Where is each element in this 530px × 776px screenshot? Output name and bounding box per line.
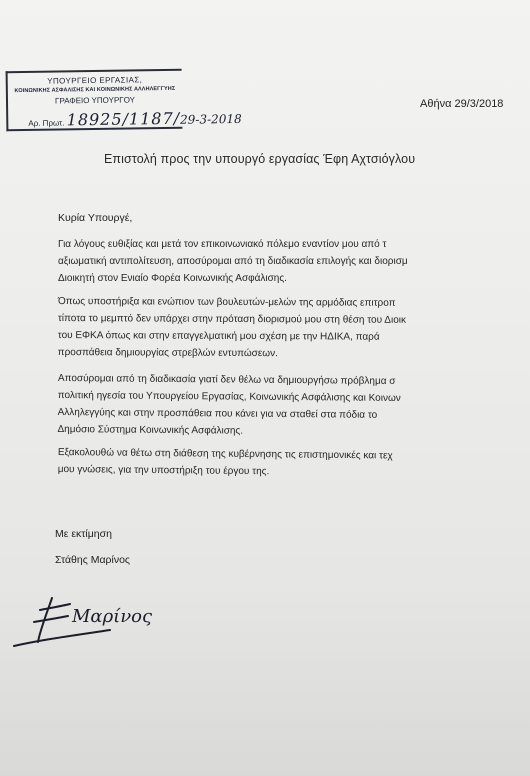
protocol-number: 18925/1187/ <box>66 108 181 130</box>
stamp-office-line: ΓΡΑΦΕΙΟ ΥΠΟΥΡΓΟΥ <box>54 95 136 106</box>
paragraph-line: Αποσύρομαι από τη διαδικασία γιατί δεν θέλω να δημιουργήσω πρόβλημα σ <box>57 372 396 387</box>
paragraph-2 <box>58 293 530 364</box>
paragraph-line: μου γνώσεις, για την υποστήριξη του έργου της. <box>57 463 270 478</box>
paragraph-4 <box>58 444 530 484</box>
stamp-department-line: ΚΟΙΝΩΝΙΚΗΣ ΑΣΦΑΛΙΣΗΣ ΚΑΙ ΚΟΙΝΩΝΙΚΗΣ ΑΛΛΗΛΕΓΓΥΗΣ <box>14 85 176 95</box>
paragraph-line: Όπως υποστήριξα και ενώπιον των βουλευτών-μελών της αρμόδιας επιτροπ <box>57 295 396 309</box>
paragraph-3 <box>57 370 530 443</box>
paragraph-line: Αλληλεγγύης και στην προσπάθεια που κάνει για να σταθεί στα πόδια το <box>57 406 378 421</box>
ministry-stamp <box>6 69 242 131</box>
paragraph-line: αξιωματική αντιπολίτευση, αποσύρομαι από τη διαδικασία επιλογής και διορισμ <box>58 256 408 267</box>
salutation: Κυρία Υπουργέ, <box>58 212 133 224</box>
letter-subject: Επιστολή προς την υπουργό εργασίας Έφη Αχτσιόγλου <box>104 152 416 166</box>
paragraph-line: προσπάθεια δημιουργίας στρεβλών εντυπώσεων. <box>57 346 278 360</box>
paragraph-line: Δημόσιο Σύστημα Κοινωνικής Ασφάλισης. <box>57 423 244 437</box>
paragraph-line: του ΕΦΚΑ όπως και στην επαγγελματική μου σχέση με την ΗΔΙΚΑ, παρά <box>57 329 380 343</box>
closing-phrase: Με εκτίμηση <box>55 528 112 540</box>
paragraph-line: Διοικητή στον Ενιαίο Φορέα Κοινωνικής Ασφάλισης. <box>58 273 287 284</box>
paragraph-line: πολιτική ηγεσία του Υπουργείου Εργασίας, Κοινωνικής Ασφάλισης και Κοινων <box>57 389 401 404</box>
paragraph-line: Για λόγους ευθιξίας και μετά τον επικοινωνιακό πόλεμο εναντίον μου από τ <box>58 239 387 250</box>
signer-name: Στάθης Μαρίνος <box>55 554 130 566</box>
signature-text: Μαρίνος <box>72 606 153 627</box>
handwritten-signature <box>10 590 190 650</box>
stamp-ministry-line: ΥΠΟΥΡΓΕΙΟ ΕΡΓΑΣΙΑΣ, <box>47 75 143 86</box>
paragraph-line: τίποτα το μεμπτό δεν υπάρχει στην πρόταση διορισμού μου στη θέση του Διοικ <box>57 312 407 326</box>
paragraph-line: Εξακολουθώ να θέτω στη διάθεση της κυβέρνησης τις επιστημονικές και τεχ <box>57 446 393 462</box>
protocol-label: Αρ. Πρωτ. <box>28 118 65 128</box>
paragraph-1 <box>58 236 530 287</box>
protocol-date: 29-3-2018 <box>180 111 242 127</box>
stamp-protocol <box>28 108 268 130</box>
place-and-date: Αθήνα 29/3/2018 <box>420 98 504 110</box>
